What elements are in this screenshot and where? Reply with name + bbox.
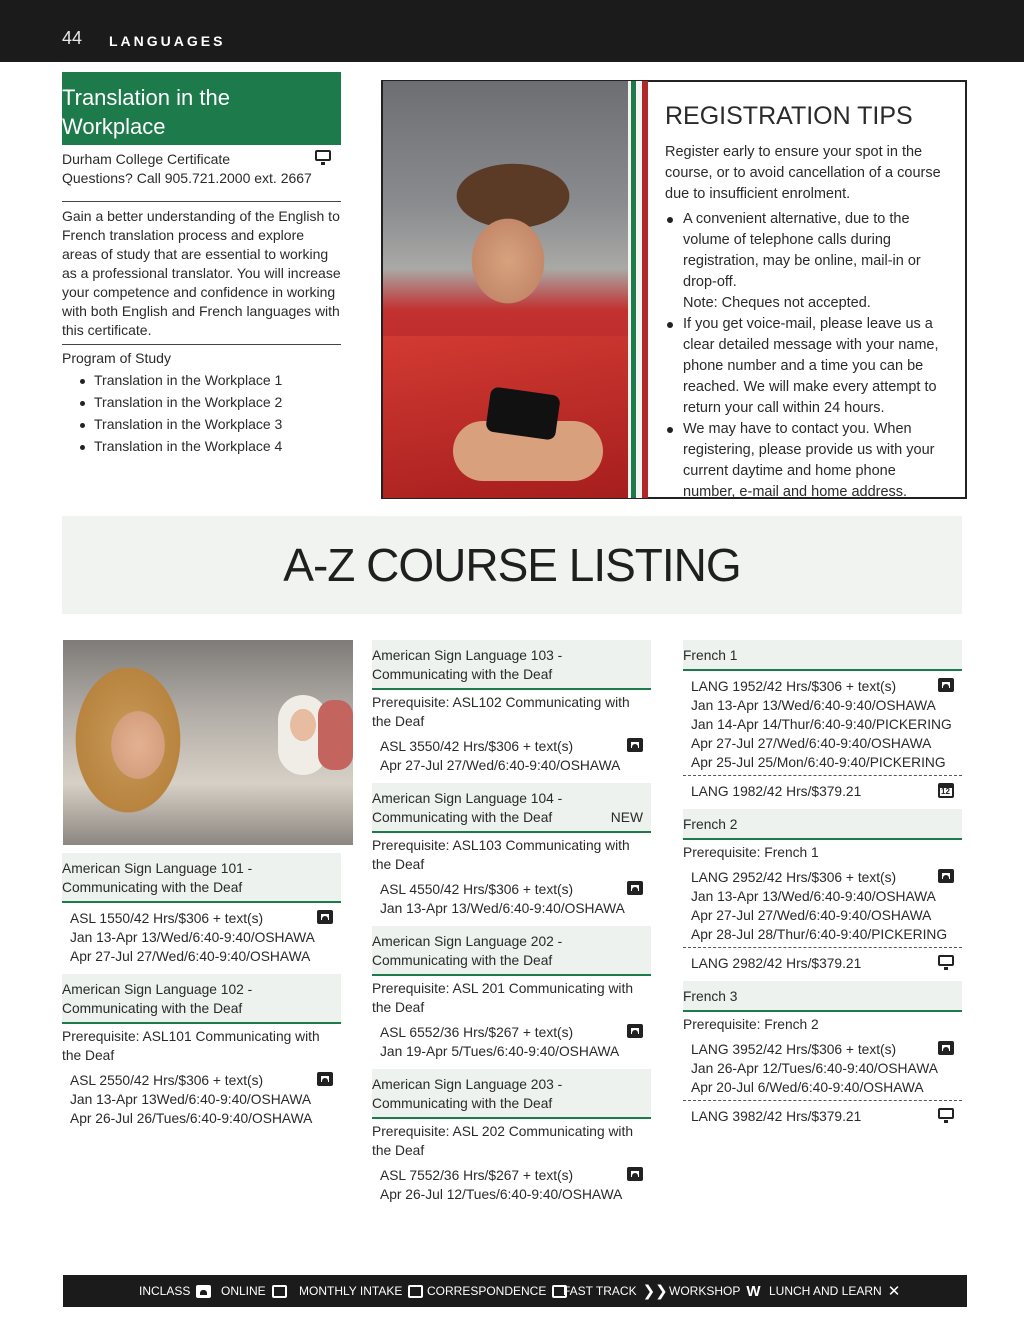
- registration-tips-list: [665, 209, 950, 503]
- course-column-3: [683, 640, 962, 1126]
- student-with-phone-photo: [383, 81, 628, 498]
- course-subtitle: Communicating with the Deaf: [372, 953, 553, 968]
- legend-bar: [63, 1275, 967, 1307]
- course-code: ASL 4550/42 Hrs/$306 + text(s): [380, 882, 574, 897]
- stripe-red: [642, 81, 648, 498]
- legend-correspondence: [427, 1284, 567, 1298]
- course-code: ASL 6552/36 Hrs/$267 + text(s): [380, 1025, 574, 1040]
- course-code: LANG 2982/42 Hrs/$379.21: [691, 956, 862, 971]
- course-title: French 3: [683, 989, 738, 1004]
- course-date: Apr 27-Jul 27/Wed/6:40-9:40/OSHAWA: [691, 736, 932, 751]
- course-code: LANG 3952/42 Hrs/$306 + text(s): [691, 1042, 897, 1057]
- tip-note: Note: Cheques not accepted.: [683, 295, 871, 311]
- tip-item: If you get voice-mail, please leave us a clear detailed message with your name, phone number and a time you can be reached. We will make every attempt to return your call within 24 hours.: [665, 314, 950, 419]
- new-badge: NEW: [610, 810, 643, 825]
- photo-phone: [485, 386, 561, 440]
- classroom-photo: [63, 640, 353, 845]
- course-code: ASL 1550/42 Hrs/$306 + text(s): [70, 911, 264, 926]
- program-of-study-title: Program of Study: [62, 350, 171, 366]
- course-code: LANG 1952/42 Hrs/$306 + text(s): [691, 679, 897, 694]
- course-title: American Sign Language 103 -: [372, 648, 563, 663]
- course-code: ASL 3550/42 Hrs/$306 + text(s): [380, 739, 574, 754]
- course-column-2: [372, 640, 651, 1204]
- online-icon: [272, 1285, 287, 1298]
- listing-title: A-Z COURSE LISTING: [283, 539, 741, 591]
- translation-meta: [62, 150, 329, 188]
- course-section: [372, 1160, 651, 1204]
- translation-title-line1: Translation in the: [62, 85, 230, 110]
- divider: [62, 201, 341, 202]
- course-date: Jan 13-Apr 13/Wed/6:40-9:40/OSHAWA: [691, 698, 936, 713]
- monthly-intake-icon: [408, 1285, 423, 1298]
- course-header-french1: [683, 640, 962, 671]
- course-section: [372, 1017, 651, 1061]
- course-prerequisite: Prerequisite: ASL 202 Communicating with the Deaf: [372, 1124, 633, 1158]
- course-section: [372, 731, 651, 775]
- course-code: LANG 2952/42 Hrs/$306 + text(s): [691, 870, 897, 885]
- course-code: LANG 1982/42 Hrs/$379.21: [691, 784, 862, 799]
- program-item: Translation in the Workplace 2: [62, 394, 341, 416]
- course-prerequisite: Prerequisite: French 1: [683, 845, 819, 860]
- course-date: Apr 27-Jul 27/Wed/6:40-9:40/OSHAWA: [691, 908, 932, 923]
- course-date: Apr 25-Jul 25/Mon/6:40-9:40/PICKERING: [691, 755, 946, 770]
- legend-workshop: [669, 1284, 761, 1298]
- photo-person: [68, 660, 188, 845]
- course-date: Jan 26-Apr 12/Tues/6:40-9:40/OSHAWA: [691, 1061, 938, 1076]
- course-section: [683, 862, 962, 944]
- legend-online: [221, 1284, 287, 1298]
- course-code: LANG 3982/42 Hrs/$379.21: [691, 1109, 862, 1124]
- course-prerequisite: Prerequisite: ASL101 Communicating with the Deaf: [62, 1029, 320, 1063]
- legend-lunch: [769, 1284, 900, 1298]
- course-date: Apr 26-Jul 12/Tues/6:40-9:40/OSHAWA: [380, 1187, 623, 1202]
- course-date: Jan 19-Apr 5/Tues/6:40-9:40/OSHAWA: [380, 1044, 620, 1059]
- course-prerequisite: Prerequisite: ASL 201 Communicating with the Deaf: [372, 981, 633, 1015]
- fast-track-icon: ❯❯: [642, 1282, 668, 1300]
- course-prerequisite: Prerequisite: ASL103 Communicating with the Deaf: [372, 838, 630, 872]
- online-icon: [938, 955, 954, 966]
- certificate-label: Durham College Certificate: [62, 151, 231, 167]
- legend-label: FAST TRACK: [563, 1284, 637, 1298]
- translation-title-line2: Workplace: [62, 114, 166, 139]
- course-header-french3: [683, 981, 962, 1012]
- course-code: ASL 2550/42 Hrs/$306 + text(s): [70, 1073, 264, 1088]
- course-date: Jan 13-Apr 13/Wed/6:40-9:40/OSHAWA: [691, 889, 936, 904]
- course-date: Jan 14-Apr 14/Thur/6:40-9:40/PICKERING: [691, 717, 952, 732]
- photo-person: [318, 700, 353, 770]
- legend-monthly: [299, 1284, 423, 1298]
- course-section: [683, 776, 962, 801]
- inclass-icon: [627, 738, 643, 752]
- course-date: Apr 26-Jul 26/Tues/6:40-9:40/OSHAWA: [70, 1111, 313, 1126]
- course-title: French 1: [683, 648, 738, 663]
- course-title: American Sign Language 102 -: [62, 982, 253, 997]
- legend-label: WORKSHOP: [669, 1284, 741, 1298]
- course-header-french2: [683, 809, 962, 840]
- online-icon: [938, 1108, 954, 1119]
- course-date: Apr 20-Jul 6/Wed/6:40-9:40/OSHAWA: [691, 1080, 924, 1095]
- course-subtitle: Communicating with the Deaf: [372, 810, 553, 825]
- legend-label: CORRESPONDENCE: [427, 1284, 547, 1298]
- course-header-asl104: [372, 783, 651, 833]
- course-date: Apr 27-Jul 27/Wed/6:40-9:40/OSHAWA: [70, 949, 311, 964]
- translation-title: [62, 72, 341, 145]
- course-section: [62, 903, 341, 966]
- course-title: French 2: [683, 817, 738, 832]
- divider: [62, 344, 341, 345]
- inclass-icon: [938, 869, 954, 883]
- top-bar: [0, 0, 1024, 62]
- course-header-asl102: [62, 974, 341, 1024]
- course-header-asl202: [372, 926, 651, 976]
- course-section: [62, 1065, 341, 1128]
- course-subtitle: Communicating with the Deaf: [372, 667, 553, 682]
- course-title: American Sign Language 203 -: [372, 1077, 563, 1092]
- legend-fasttrack: [563, 1284, 668, 1298]
- questions-contact: Questions? Call 905.721.2000 ext. 2667: [62, 170, 312, 186]
- registration-tips-title: REGISTRATION TIPS: [665, 102, 913, 130]
- course-section: [683, 1034, 962, 1097]
- tip-item: [665, 209, 950, 314]
- course-date: Jan 13-Apr 13/Wed/6:40-9:40/OSHAWA: [70, 930, 315, 945]
- legend-label: INCLASS: [139, 1284, 191, 1298]
- listing-banner: [62, 516, 962, 614]
- inclass-icon: [938, 678, 954, 692]
- course-subtitle: Communicating with the Deaf: [62, 880, 243, 895]
- course-section: [683, 948, 962, 973]
- course-code: ASL 7552/36 Hrs/$267 + text(s): [380, 1168, 574, 1183]
- course-subtitle: Communicating with the Deaf: [372, 1096, 553, 1111]
- tip-text: A convenient alternative, due to the volume of telephone calls during registration, may be online, mail-in or drop-off.: [683, 211, 921, 290]
- inclass-icon: [627, 1167, 643, 1181]
- course-date: Jan 13-Apr 13/Wed/6:40-9:40/OSHAWA: [380, 901, 625, 916]
- legend-label: MONTHLY INTAKE: [299, 1284, 403, 1298]
- course-section: [683, 671, 962, 772]
- online-icon: [315, 150, 331, 161]
- legend-label: LUNCH AND LEARN: [769, 1284, 882, 1298]
- monthly-intake-icon: [938, 783, 954, 798]
- course-prerequisite: Prerequisite: ASL102 Communicating with the Deaf: [372, 695, 630, 729]
- course-subtitle: Communicating with the Deaf: [62, 1001, 243, 1016]
- inclass-icon: [938, 1041, 954, 1055]
- lunch-and-learn-icon: ✕: [887, 1282, 901, 1300]
- page-number: 44: [62, 28, 83, 48]
- legend-inclass: [139, 1284, 211, 1298]
- course-prerequisite: Prerequisite: French 2: [683, 1017, 819, 1032]
- course-section: [372, 874, 651, 918]
- course-title: American Sign Language 101 -: [62, 861, 253, 876]
- workshop-icon: W: [746, 1282, 761, 1300]
- program-item: Translation in the Workplace 3: [62, 416, 341, 438]
- course-column-1: [62, 853, 341, 1128]
- registration-tips-intro: Register early to ensure your spot in the course, or to avoid cancellation of a course due to insufficient enrolment.: [665, 144, 941, 202]
- translation-description: Gain a better understanding of the English to French translation process and explore areas of study that are essential to working as a professional translator. You will increase your competence and confidence in working with both English and French languages with this certificate.: [62, 208, 341, 338]
- tip-item: We may have to contact you. When registering, please provide us with your current daytime and home phone number, e-mail and home address.: [665, 419, 950, 503]
- course-date: Jan 13-Apr 13Wed/6:40-9:40/OSHAWA: [70, 1092, 312, 1107]
- legend-label: ONLINE: [221, 1284, 266, 1298]
- course-header-asl203: [372, 1069, 651, 1119]
- inclass-icon: [317, 910, 333, 924]
- inclass-icon: [627, 881, 643, 895]
- course-header-asl101: [62, 853, 341, 903]
- inclass-icon: [627, 1024, 643, 1038]
- inclass-icon: [317, 1072, 333, 1086]
- program-item: Translation in the Workplace 4: [62, 438, 341, 460]
- course-date: Apr 27-Jul 27/Wed/6:40-9:40/OSHAWA: [380, 758, 621, 773]
- inclass-icon: [196, 1285, 211, 1298]
- course-section: [683, 1101, 962, 1126]
- course-header-asl103: [372, 640, 651, 690]
- program-list: [62, 372, 341, 460]
- course-title: American Sign Language 202 -: [372, 934, 563, 949]
- course-date: Apr 28-Jul 28/Thur/6:40-9:40/PICKERING: [691, 927, 948, 942]
- registration-tips: [665, 100, 950, 503]
- course-title: American Sign Language 104 -: [372, 791, 563, 806]
- section-title: LANGUAGES: [109, 33, 226, 49]
- program-item: Translation in the Workplace 1: [62, 372, 341, 394]
